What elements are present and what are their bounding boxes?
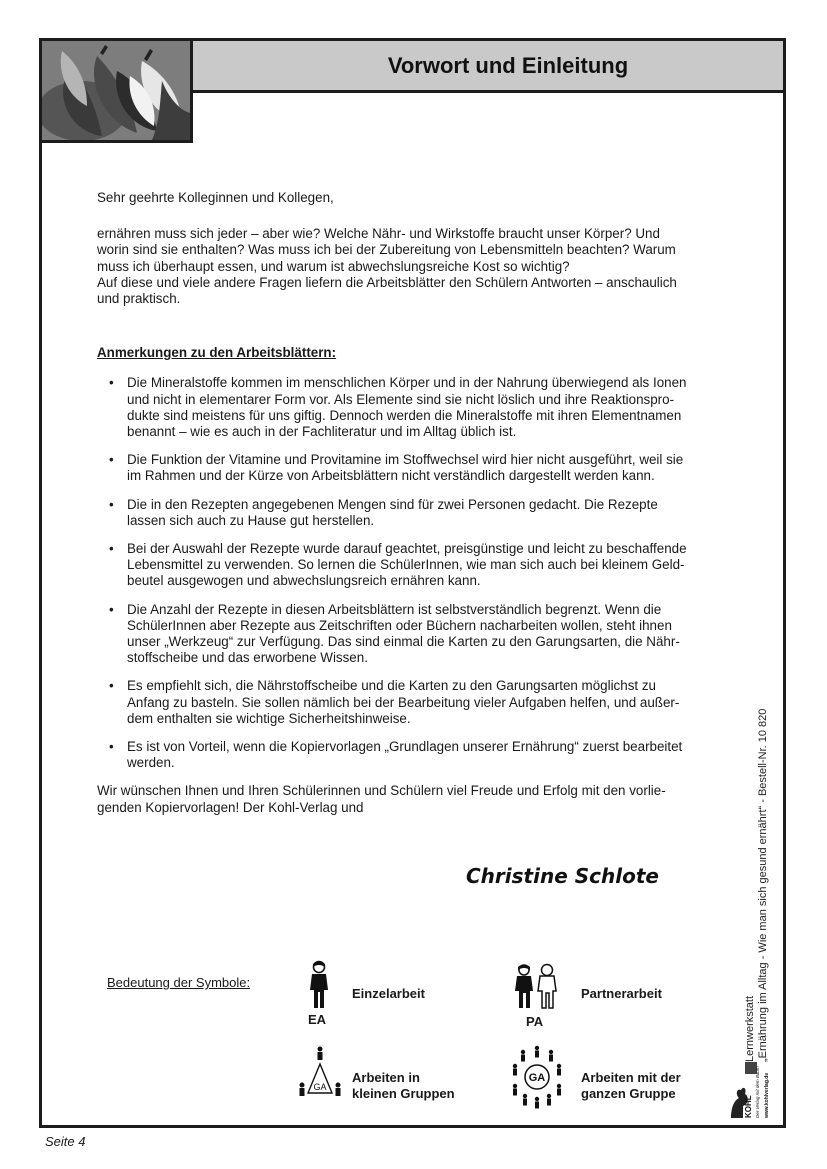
sidebar-publication-info: [744, 662, 784, 1062]
ga-small-text-line: kleinen Gruppen: [352, 1086, 455, 1101]
notes-heading-colon: :: [331, 345, 337, 361]
ga-whole-abbr: GA: [528, 1072, 546, 1084]
page-number: Seite 4: [45, 1134, 86, 1149]
bullet-dot: •: [109, 739, 114, 755]
intro-paragraph: [97, 226, 737, 307]
symbols-label-text: Bedeutung der Symbole: [107, 975, 247, 990]
bullet-item: [107, 678, 737, 727]
main-content: [97, 190, 737, 816]
bullet-line: Die Mineralstoffe kommen im menschlichen Körper und in der Nahrung überwiegend als Ionen: [127, 375, 687, 391]
intro-line: muss ich überhaupt essen, und warum ist abwechslungsreiche Kost so wichtig?: [97, 258, 570, 274]
bullet-dot: •: [109, 541, 114, 557]
intro-line: worin sind sie enthalten? Was muss ich bei der Zubereitung von Lebensmitteln beachten? Warum: [97, 242, 676, 258]
pa-text: Partnerarbeit: [581, 986, 662, 1001]
ga-whole-text: [581, 1070, 681, 1102]
logo-text: KOHL: [744, 1095, 753, 1118]
bullet-line: dem enthalten sie wichtige Sicherheitshinweise.: [127, 710, 411, 726]
signature: Christine Schlote: [466, 864, 659, 888]
logo-tagline: Der Verlag mit dem Baum: [755, 1066, 760, 1118]
bullet-line: stoffscheibe und das erworbene Wissen.: [127, 650, 368, 666]
bullet-item: [107, 739, 737, 771]
bullet-line: lassen sich auch zu Hause gut herstellen.: [127, 512, 375, 528]
closing-line: genden Kopiervorlagen! Der Kohl-Verlag und: [97, 799, 364, 815]
bullet-dot: •: [109, 601, 114, 617]
pa-abbr: PA: [526, 1014, 544, 1029]
bullet-line: Anfang zu basteln. Sie sollen nämlich bei der Bearbeitung vieler Aufgaben helfen, und außer-: [127, 694, 680, 710]
ea-abbr: EA: [308, 1012, 327, 1027]
bullet-dot: •: [109, 678, 114, 694]
bullet-item: [107, 541, 737, 590]
ga-whole-text-line: ganzen Gruppe: [581, 1086, 676, 1101]
ga-small-text-line: Arbeiten in: [352, 1070, 420, 1085]
bullet-item: [107, 452, 737, 484]
ea-text: Einzelarbeit: [352, 986, 425, 1001]
bullet-line: Bei der Auswahl der Rezepte wurde darauf geachtet, preisgünstige und leicht zu beschaffende: [127, 541, 687, 557]
kohl-verlag-logo-icon: [727, 1060, 775, 1120]
bullet-line: unser „Werkzeug“ zur Verfügung. Das sind einmal die Karten zu den Garungsarten, die Nähr-: [127, 634, 680, 650]
sidebar-line2: „Ernährung im Alltag - Wie man sich gesund ernährt“ - Bestell-Nr. 10 820: [757, 708, 769, 1062]
vegetables-photo-icon: [42, 41, 193, 143]
bullet-dot: •: [109, 375, 114, 391]
notes-heading: [97, 345, 737, 361]
two-persons-icon: [513, 962, 559, 1012]
ga-small-abbr: GA: [313, 1082, 327, 1092]
bullet-item: [107, 497, 737, 529]
notes-heading-text: Anmerkungen zu den Arbeitsblättern: [97, 345, 332, 361]
header-bar: [193, 41, 783, 93]
single-person-icon: [306, 960, 332, 1010]
bullet-line: Die Anzahl der Rezepte in diesen Arbeitsblättern ist selbstverständlich begrenzt. Wenn die: [127, 601, 662, 617]
bullet-line: beutel ausgewogen und abwechslungsreich ernähren kann.: [127, 573, 481, 589]
bullet-line: im Rahmen und der Kürze von Arbeitsblättern nicht verständlich dargestellt werden kann.: [127, 468, 655, 484]
closing-paragraph: [97, 783, 737, 815]
small-group-triangle-icon: [296, 1045, 344, 1103]
ga-whole-text-line: Arbeiten mit der: [581, 1070, 681, 1085]
whole-group-circle-icon: [511, 1044, 563, 1110]
symbols-label: [107, 975, 250, 990]
bullet-line: werden.: [127, 755, 175, 771]
symbols-label-colon: :: [246, 975, 251, 990]
sidebar-line1: Lernwerkstatt: [744, 995, 756, 1062]
intro-line: ernähren muss sich jeder – aber wie? Welche Nähr- und Wirkstoffe braucht unser Körper? Und: [97, 226, 660, 242]
bullet-item: [107, 602, 737, 667]
bullet-line: SchülerInnen aber Rezepte aus Zeitschriften oder Büchern nacharbeiten wollen, steht ihnen: [127, 617, 672, 633]
intro-line: Auf diese und viele andere Fragen liefern die Arbeitsblätter den Schülern Antworten – anschaulich: [97, 274, 677, 290]
closing-line: Wir wünschen Ihnen und Ihren Schülerinnen und Schülern viel Freude und Erfolg mit den vorlie-: [97, 783, 666, 799]
greeting: Sehr geehrte Kolleginnen und Kollegen,: [97, 190, 334, 205]
ga-small-text: [352, 1070, 455, 1102]
bullet-dot: •: [109, 452, 114, 468]
bullet-line: Die in den Rezepten angegebenen Mengen sind für zwei Personen gedacht. Die Rezepte: [127, 496, 658, 512]
bullet-line: und nicht in elementarer Form vor. Als Elemente sind sie nicht löslich und ihre Reaktionspro-: [127, 391, 675, 407]
logo-url: www.kohlverlag.de: [764, 1072, 770, 1118]
bullet-line: Die Funktion der Vitamine und Provitamine im Stoffwechsel wird hier nicht ausgeführt, weil sie: [127, 452, 684, 468]
bullet-dot: •: [109, 496, 114, 512]
bullet-line: Es empfiehlt sich, die Nährstoffscheibe und die Karten zu den Garungsarten möglichst zu: [127, 678, 656, 694]
bullet-line: benannt – wie es auch in der Fachliteratur und im Alltag üblich ist.: [127, 424, 517, 440]
intro-line: und praktisch.: [97, 291, 181, 307]
bullet-line: Lebensmittel zu verwenden. So lernen die SchülerInnen, wie man sich auch bei kleinem Geld-: [127, 557, 685, 573]
bullet-line: Es ist von Vorteil, wenn die Kopiervorlagen „Grundlagen unserer Ernährung“ zuerst bearbeitet: [127, 739, 683, 755]
bullet-line: dukte sind meistens für uns giftig. Dennoch werden die Mineralstoffe mit ihren Elementnamen: [127, 407, 682, 423]
page-title: Vorwort und Einleitung: [387, 52, 629, 78]
bullet-item: [107, 375, 737, 440]
